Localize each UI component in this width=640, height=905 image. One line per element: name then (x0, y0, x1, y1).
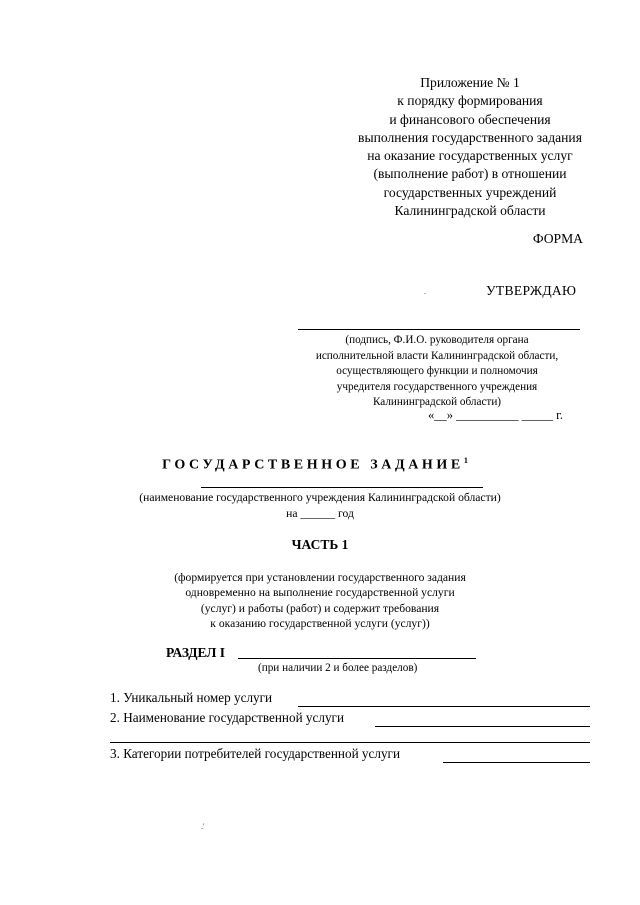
item-service-number: 1. Уникальный номер услуги (110, 690, 273, 705)
section-name-line (238, 658, 476, 659)
document-title (150, 456, 480, 474)
approval-date-line: «__» __________ _____ г. (428, 408, 563, 422)
section-heading: РАЗДЕЛ I (166, 645, 226, 660)
signature-caption-line: осуществляющего функции и полномочия (336, 365, 538, 378)
service-number-line (298, 706, 590, 707)
approve-label: УТВЕРЖДАЮ (486, 283, 577, 298)
signature-caption-line: учредителя государственного учреждения (336, 380, 538, 393)
appendix-line: Калининградской области (394, 203, 546, 219)
part-note-line: (услуг) и работы (работ) и содержит требования (200, 601, 440, 615)
appendix-line: государственных учреждений (383, 184, 557, 200)
part-note (150, 570, 490, 632)
document-title-text: ГОСУДАРСТВЕННОЕ ЗАДАНИЕ (162, 457, 464, 473)
item-consumer-categories: 3. Категории потребителей государственной услуги (110, 746, 401, 761)
appendix-line: (выполнение работ) в отношении (373, 166, 567, 182)
appendix-line: выполнения государственного задания (358, 129, 582, 145)
scan-speck: .' (201, 822, 205, 831)
signature-caption-line: (подпись, Ф.И.О. руководителя органа (345, 334, 529, 346)
appendix-line: на оказание государственных услуг (367, 148, 573, 164)
signature-caption-line: Калининградской области) (372, 396, 502, 409)
appendix-line: и финансового обеспечения (389, 111, 551, 127)
part-heading: ЧАСТЬ 1 (291, 537, 349, 552)
consumer-categories-line (443, 762, 590, 763)
part-note-line: к оказанию государственной услуги (услуг)) (210, 617, 430, 631)
part-note-line: одновременно на выполнение государственной услуги (185, 586, 455, 600)
signature-line (298, 329, 580, 330)
part-note-line: (формируется при установлении государственного задания (174, 571, 466, 584)
appendix-line: к порядку формирования (397, 93, 543, 109)
section-note: (при наличии 2 и более разделов) (258, 662, 418, 674)
institution-name-line (201, 487, 483, 488)
signature-caption-line: исполнительной власти Калининградской области, (315, 349, 559, 362)
appendix-block (330, 74, 610, 220)
year-line: на ______ год (286, 507, 354, 520)
item-service-name: 2. Наименование государственной услуги (110, 710, 345, 725)
institution-caption: (наименование государственного учреждения Калининградской области) (139, 491, 501, 504)
form-label: ФОРМА (532, 231, 583, 246)
scan-speck: . (424, 287, 426, 296)
signature-caption (282, 333, 592, 411)
title-footnote-mark: 1 (463, 456, 468, 465)
appendix-line: Приложение № 1 (420, 75, 520, 90)
service-name-continuation-line (110, 742, 590, 743)
service-name-line (375, 726, 590, 727)
